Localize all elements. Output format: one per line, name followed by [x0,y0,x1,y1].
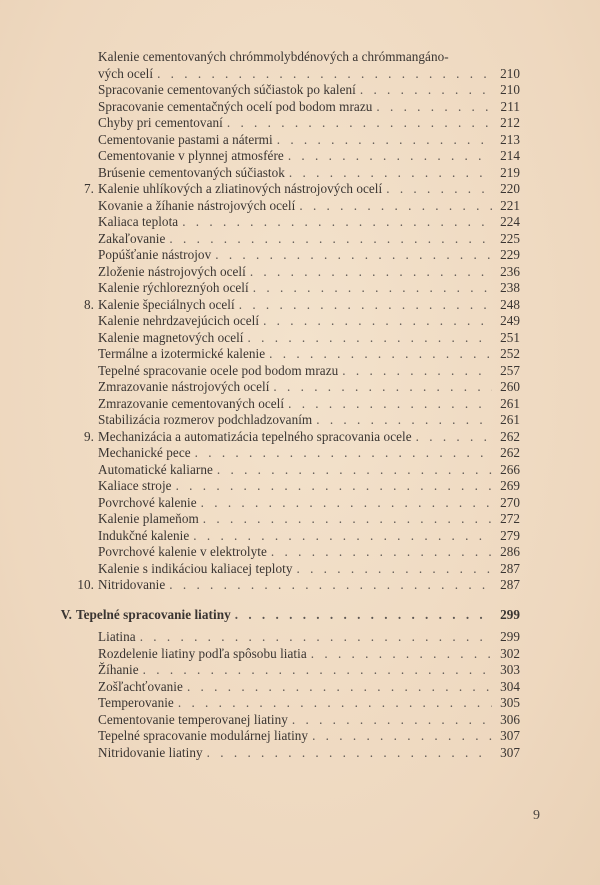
dot-leader [250,264,492,281]
entry-title: Zmrazovanie nástrojových ocelí [98,379,270,394]
entry-page-number: 252 [500,346,520,361]
dot-leader [182,214,492,231]
toc-entry [58,712,520,729]
toc-entry [58,115,520,132]
entry-page-number: 269 [500,478,520,493]
dot-leader [376,99,492,116]
entry-page-number: 305 [500,695,520,710]
toc-entry [58,379,520,396]
dot-leader [288,396,492,413]
entry-page-number: 210 [500,82,520,97]
entry-title: Povrchové kalenie [98,494,197,510]
toc-chapter [58,577,520,594]
entry-page-number: 213 [500,131,520,147]
toc-entry [58,148,520,165]
toc-entry [58,165,520,182]
toc-entry [58,445,520,462]
entry-page-number: 236 [500,263,520,279]
entry-page-number: 302 [500,645,520,661]
entry-page-number: 238 [500,280,520,295]
entry-number: 7. [84,181,94,196]
dot-leader [201,495,492,512]
entry-title: Cementovanie temperovanej liatiny [98,711,288,727]
dot-leader [169,577,492,594]
entry-title: Kalenie cementovaných chrómmolybdénových a chrómmangáno- [98,49,449,64]
entry-page-number: 214 [500,148,520,163]
entry-page-number: 303 [500,662,520,677]
toc-entry [58,462,520,479]
dot-leader [360,82,492,99]
entry-number: 9. [84,428,94,444]
entry-title: Kalenie špeciálnych ocelí [98,296,235,312]
entry-title: Tepelné spracovanie modulárnej liatiny [98,728,309,743]
toc-chapter [58,429,520,446]
entry-page-number: 306 [500,711,520,727]
dot-leader [239,297,492,314]
entry-page-number: 220 [500,181,520,196]
dot-leader [248,330,492,347]
entry-page-number: 248 [500,296,520,312]
entry-title: Mechanizácia a automatizácia tepelného spracovania ocele [98,428,412,444]
dot-leader [207,745,492,762]
toc-entry [58,396,520,413]
entry-title: Kalenie uhlíkových a zliatinových nástrojových ocelí [98,181,383,196]
entry-title: Indukčné kalenie [98,527,190,543]
entry-page-number: 304 [500,678,520,694]
dot-leader [203,511,492,528]
toc-entry [58,511,520,528]
dot-leader [227,115,492,132]
dot-leader [292,712,492,729]
entry-title: Nitridovanie liatiny [98,744,203,760]
entry-page-number: 266 [500,461,520,477]
entry-page-number: 287 [500,577,520,592]
entry-title: Kalenie s indikáciou kaliacej teploty [98,560,293,576]
entry-page-number: 307 [500,728,520,743]
entry-title: Temperovanie [98,695,174,710]
toc-entry [58,99,520,116]
entry-title: Stabilizácia rozmerov podchladzovaním [98,412,313,427]
entry-title: Kalenie magnetových ocelí [98,329,244,345]
toc-entry [58,679,520,696]
toc-entry [58,82,520,99]
entry-page-number: 257 [500,362,520,378]
entry-number: V. [60,606,72,622]
dot-leader [316,412,492,429]
entry-page-number: 307 [500,744,520,760]
dot-leader [269,346,492,363]
entry-title: Zmrazovanie cementovaných ocelí [98,395,285,411]
entry-title: Brúsenie cementovaných súčiastok [98,164,285,180]
dot-leader [312,728,492,745]
dot-leader [140,629,492,646]
toc-entry [58,662,520,679]
toc-entry [58,313,520,330]
entry-title: Povrchové kalenie v elektrolyte [98,544,267,559]
dot-leader [271,544,492,561]
toc-entry [58,495,520,512]
entry-title: Zakaľovanie [98,230,166,246]
toc-entry [58,412,520,429]
toc-entry [58,728,520,745]
entry-page-number: 260 [500,379,520,394]
toc-chapter [58,181,520,198]
entry-page-number: 261 [500,412,520,427]
entry-title: Cementovanie pastami a nátermi [98,131,273,147]
entry-title: Kalenie rýchloreznýoh ocelí [98,280,249,295]
entry-title: Rozdelenie liatiny podľa spôsobu liatia [98,645,307,661]
entry-title: Kaliace stroje [98,478,172,493]
entry-page-number: 229 [500,247,520,262]
entry-title: Kalenie plameňom [98,511,199,526]
entry-title: Liatina [98,629,136,644]
toc-entry [58,231,520,248]
dot-leader [217,462,492,479]
entry-title: vých ocelí [98,65,154,81]
toc-entry [58,745,520,762]
entry-page-number: 272 [500,511,520,526]
entry-page-number: 221 [500,197,520,213]
toc-entry [58,330,520,347]
toc-entry [58,214,520,231]
entry-title: Kalenie nehrdzavejúcich ocelí [98,313,260,328]
toc-entry [58,544,520,561]
entry-title: Žíhanie [98,662,139,677]
entry-title: Tepelné spracovanie liatiny [76,606,231,622]
dot-leader [342,363,492,380]
toc-entry [58,247,520,264]
toc-entry [58,528,520,545]
dot-leader [169,231,492,248]
dot-leader [288,148,492,165]
toc-entry [58,646,520,663]
toc-entry [58,346,520,363]
dot-leader [195,445,492,462]
dot-leader [263,313,492,330]
entry-page-number: 211 [500,98,520,114]
toc-entry [58,363,520,380]
entry-page-number: 225 [500,230,520,246]
entry-page-number: 286 [500,544,520,559]
toc-entry [58,629,520,646]
dot-leader [386,181,492,198]
dot-leader [273,379,492,396]
dot-leader [253,280,492,297]
entry-page-number: 262 [500,445,520,460]
dot-leader [277,132,492,149]
entry-page-number: 219 [500,164,520,180]
dot-leader [176,478,492,495]
table-of-contents [58,49,520,761]
toc-entry [58,49,520,66]
entry-page-number: 261 [500,395,520,411]
entry-page-number: 210 [500,65,520,81]
dot-leader [178,695,492,712]
toc-entry [58,264,520,281]
entry-page-number: 299 [500,606,520,622]
dot-leader [299,198,492,215]
entry-page-number: 299 [500,629,520,644]
toc-entry [58,132,520,149]
dot-leader [193,528,492,545]
toc-entry [58,66,520,83]
entry-title: Tepelné spracovanie ocele pod bodom mrazu [98,362,339,378]
entry-page-number: 262 [500,428,520,444]
toc-section [58,607,520,624]
entry-title: Cementovanie v plynnej atmosfére [98,148,284,163]
entry-title: Termálne a izotermické kalenie [98,346,266,361]
entry-title: Kovanie a žíhanie nástrojových ocelí [98,197,296,213]
entry-page-number: 270 [500,494,520,510]
entry-title: Chyby pri cementovaní [98,115,223,130]
dot-leader [157,66,492,83]
entry-page-number: 279 [500,527,520,543]
entry-number: 8. [84,296,94,312]
toc-entry [58,695,520,712]
toc-entry [58,478,520,495]
toc-chapter [58,297,520,314]
entry-title: Nitridovanie [98,577,166,592]
entry-title: Kaliaca teplota [98,214,179,229]
entry-title: Spracovanie cementovaných súčiastok po kalení [98,82,356,97]
toc-entry [58,561,520,578]
dot-leader [235,607,492,624]
entry-title: Zošľachťovanie [98,678,183,694]
page-number: 9 [533,808,540,823]
dot-leader [416,429,492,446]
entry-title: Popúšťanie nástrojov [98,247,212,262]
entry-number: 10. [77,577,94,592]
entry-page-number: 251 [500,329,520,345]
dot-leader [311,646,492,663]
entry-title: Mechanické pece [98,445,191,460]
dot-leader [143,662,492,679]
toc-entry [58,280,520,297]
entry-page-number: 287 [500,560,520,576]
toc-entry [58,198,520,215]
entry-page-number: 249 [500,313,520,328]
entry-title: Zloženie nástrojových ocelí [98,263,246,279]
dot-leader [289,165,492,182]
entry-page-number: 224 [500,214,520,229]
dot-leader [215,247,492,264]
dot-leader [187,679,492,696]
entry-page-number: 212 [500,115,520,130]
entry-title: Spracovanie cementačných ocelí pod bodom mrazu [98,98,373,114]
dot-leader [296,561,492,578]
entry-title: Automatické kaliarne [98,461,213,477]
